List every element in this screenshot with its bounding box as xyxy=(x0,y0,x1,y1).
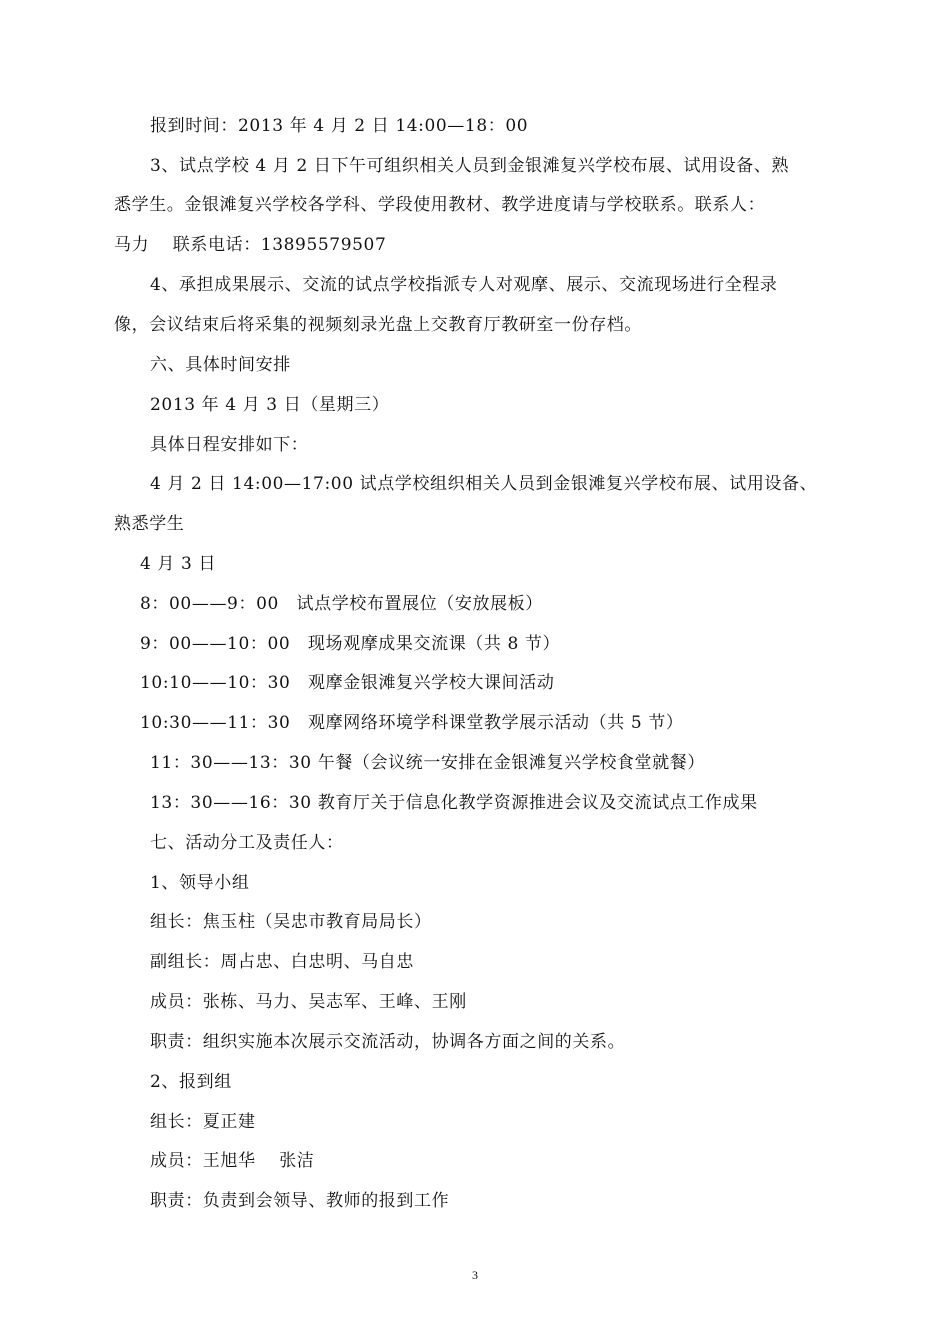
leadership-duties: 职责：组织实施本次展示交流活动，协调各方面之间的关系。 xyxy=(150,1032,626,1052)
schedule-item-4: 10:30——11：30 观摩网络环境学科课堂教学展示活动（共 5 节） xyxy=(140,713,684,733)
section-7-heading: 七、活动分工及责任人： xyxy=(150,833,344,853)
page-number: 3 xyxy=(472,1268,478,1282)
leadership-members: 成员：张栋、马力、吴志军、王峰、王刚 xyxy=(150,992,467,1012)
april-2-schedule-line-1: 4 月 2 日 14:00—17:00 试点学校组织相关人员到金银滩复兴学校布展、试用设备、 xyxy=(150,474,818,494)
registration-leader: 组长：夏正建 xyxy=(150,1112,256,1132)
april-2-schedule-line-2: 熟悉学生 xyxy=(114,514,185,534)
registration-duties: 职责：负责到会领导、教师的报到工作 xyxy=(150,1191,450,1211)
leadership-deputy: 副组长：周占忠、白忠明、马自忠 xyxy=(150,952,414,972)
schedule-item-1: 8：00——9：00 试点学校布置展位（安放展板） xyxy=(140,594,543,614)
registration-group-heading: 2、报到组 xyxy=(150,1072,232,1092)
paragraph-3-line-1: 3、试点学校 4 月 2 日下午可组织相关人员到金银滩复兴学校布展、试用设备、熟 xyxy=(150,156,790,176)
registration-members: 成员：王旭华 张洁 xyxy=(150,1151,315,1171)
schedule-item-6: 13：30——16：30 教育厅关于信息化教学资源推进会议及交流试点工作成果 xyxy=(150,793,758,813)
leadership-group-heading: 1、领导小组 xyxy=(150,873,250,893)
schedule-item-3: 10:10——10：30 观摩金银滩复兴学校大课间活动 xyxy=(140,673,555,693)
schedule-item-5: 11：30——13：30 午餐（会议统一安排在金银滩复兴学校食堂就餐） xyxy=(150,753,705,773)
date-line: 2013 年 4 月 3 日（星期三） xyxy=(150,395,390,415)
schedule-item-2: 9：00——10：00 现场观摩成果交流课（共 8 节） xyxy=(140,634,561,654)
paragraph-4-line-1: 4、承担成果展示、交流的试点学校指派专人对观摩、展示、交流现场进行全程录 xyxy=(150,275,778,295)
leadership-leader: 组长：焦玉柱（吴忠市教育局局长） xyxy=(150,912,432,932)
registration-time-line: 报到时间：2013 年 4 月 2 日 14:00—18：00 xyxy=(150,116,529,136)
paragraph-4-line-2: 像，会议结束后将采集的视频刻录光盘上交教育厅教研室一份存档。 xyxy=(114,315,642,335)
schedule-intro: 具体日程安排如下： xyxy=(150,435,309,455)
paragraph-3-line-3: 马力 联系电话：13895579507 xyxy=(114,235,387,255)
april-3-heading: 4 月 3 日 xyxy=(140,554,217,574)
section-6-heading: 六、具体时间安排 xyxy=(150,355,291,375)
paragraph-3-line-2: 悉学生。金银滩复兴学校各学科、学段使用教材、教学进度请与学校联系。联系人： xyxy=(114,195,766,215)
